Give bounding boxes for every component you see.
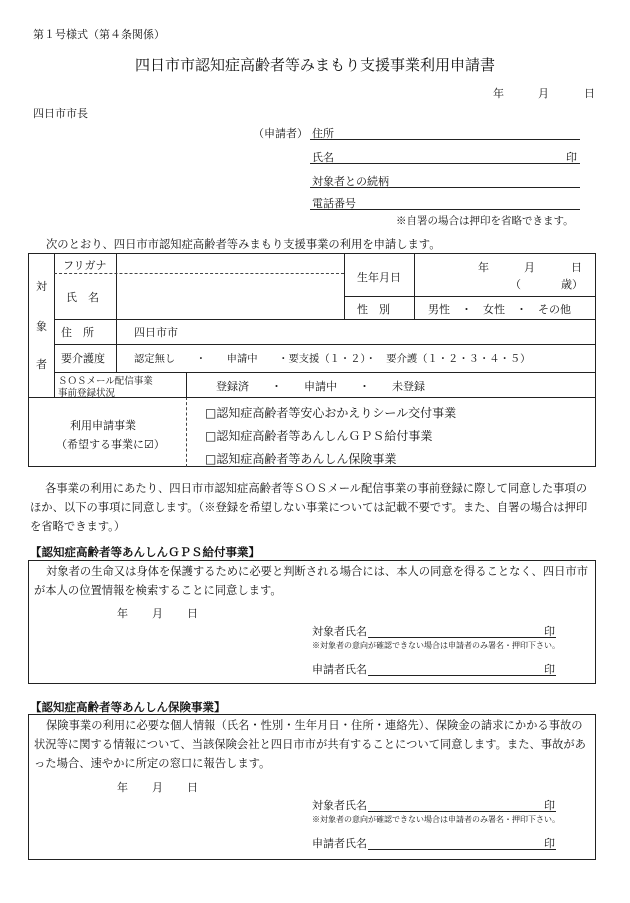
gps-subject-seal: 印	[544, 625, 555, 638]
intro-text: 次のとおり、四日市市認知症高齢者等みまもり支援事業の利用を申請します。	[46, 238, 441, 251]
applicant-address-field[interactable]	[310, 139, 580, 140]
applicant-relation-label: 対象者との続柄	[312, 175, 389, 188]
service-hint: （希望する事業に☑）	[56, 438, 165, 451]
insurance-subject-seal: 印	[544, 799, 555, 812]
name-label: 氏 名	[66, 291, 99, 304]
service-checkbox-insurance[interactable]: □認知症高齢者等あんしん保険事業	[205, 452, 397, 466]
insurance-applicant-label: 申請者氏名	[312, 837, 367, 850]
side-label-1: 対	[36, 280, 47, 293]
care-level-options[interactable]: 認定無し ・ 申請中 ・要支援（１・２）・ 要介護（１・２・３・４・５）	[134, 353, 531, 365]
date-day-label: 日	[584, 87, 595, 100]
dob-year: 年	[478, 261, 489, 274]
applicant-address-label: 住所	[312, 127, 334, 140]
service-label: 利用申請事業	[70, 419, 136, 432]
age-open: （	[510, 278, 521, 291]
sos-label-line2: 事前登録状況	[58, 388, 116, 399]
gps-applicant-label: 申請者氏名	[312, 663, 367, 676]
gps-subject-note: ※対象者の意向が確認できない場合は申請者のみ署名・押印下さい。	[312, 641, 560, 650]
addressee: 四日市市長	[33, 107, 88, 120]
page-title: 四日市市認知症高齢者等みまもり支援事業利用申請書	[134, 56, 495, 74]
gps-subject-label: 対象者氏名	[312, 625, 367, 638]
applicant-phone-label: 電話番号	[312, 197, 356, 210]
sex-options[interactable]: 男性 ・ 女性 ・ その他	[428, 303, 571, 316]
date-month-label: 月	[538, 87, 549, 100]
insurance-subject-field[interactable]	[368, 811, 556, 812]
insurance-month: 月	[152, 781, 163, 794]
dob-label: 生年月日	[357, 271, 401, 284]
name-field[interactable]	[118, 276, 342, 316]
gps-consent-text: 対象者の生命又は身体を保護するために必要と判断される場合には、本人の同意を得ることなく、四日市市が本人の位置情報を検索することに同意します。	[34, 565, 589, 597]
gps-heading: 【認知症高齢者等あんしんＧＰＳ給付事業】	[30, 545, 260, 559]
insurance-heading: 【認知症高齢者等あんしん保険事業】	[30, 700, 226, 714]
care-level-label: 要介護度	[61, 352, 105, 365]
sos-status-options[interactable]: 登録済 ・ 申請中 ・ 未登録	[216, 380, 425, 393]
sex-label: 性 別	[357, 303, 390, 316]
insurance-subject-label: 対象者氏名	[312, 799, 367, 812]
applicant-label: （申請者）	[253, 127, 308, 140]
applicant-seal: 印	[566, 151, 577, 164]
applicant-seal-note: ※自署の場合は押印を省略できます。	[396, 215, 574, 227]
applicant-name-field[interactable]	[310, 163, 580, 164]
applicant-name-label: 氏名	[312, 151, 334, 164]
service-checkbox-gps[interactable]: □認知症高齢者等あんしんＧＰＳ給付事業	[205, 429, 433, 443]
insurance-applicant-field[interactable]	[368, 849, 556, 850]
side-label-2: 象	[36, 320, 47, 333]
age-close: 歳）	[561, 278, 583, 291]
gps-month: 月	[152, 607, 163, 620]
date-year-label: 年	[493, 87, 504, 100]
applicant-phone-field[interactable]	[310, 209, 580, 210]
form-number: 第１号様式（第４条関係）	[33, 28, 165, 41]
consent-intro: 各事業の利用にあたり、四日市市認知症高齢者等ＳＯＳメール配信事業の事前登録に際して同意した事項のほか、以下の事項に同意します。（※登録を希望しない事業については記載不要です。また、自署の場合は押印を省略できます。）	[30, 482, 588, 533]
gps-year: 年	[117, 607, 128, 620]
furigana-label: フリガナ	[63, 259, 107, 272]
gps-applicant-field[interactable]	[368, 675, 556, 676]
side-label-3: 者	[36, 358, 47, 371]
furigana-field[interactable]	[118, 255, 342, 271]
service-checkbox-sticker[interactable]: □認知症高齢者等安心おかえりシール交付事業	[205, 406, 457, 420]
gps-subject-field[interactable]	[368, 637, 556, 638]
gps-day: 日	[187, 607, 198, 620]
dob-day: 日	[571, 261, 582, 274]
applicant-relation-field[interactable]	[310, 187, 580, 188]
insurance-applicant-seal: 印	[544, 837, 555, 850]
subject-address-value[interactable]: 四日市市	[134, 326, 178, 339]
dob-month: 月	[524, 261, 535, 274]
insurance-consent-text: 保険事業の利用に必要な個人情報（氏名・性別・生年月日・住所・連絡先）、保険金の請求にかかる事故の状況等に関する情報について、当該保険会社と四日市市が共有することについて同意します。また、事故があった場合、速やかに所定の窓口に報告します。	[34, 719, 586, 770]
insurance-year: 年	[117, 781, 128, 794]
insurance-subject-note: ※対象者の意向が確認できない場合は申請者のみ署名・押印下さい。	[312, 815, 560, 824]
sos-label-line1: ＳＯＳメール配信事業	[58, 376, 153, 387]
insurance-day: 日	[187, 781, 198, 794]
subject-address-label: 住 所	[61, 326, 94, 339]
gps-applicant-seal: 印	[544, 663, 555, 676]
